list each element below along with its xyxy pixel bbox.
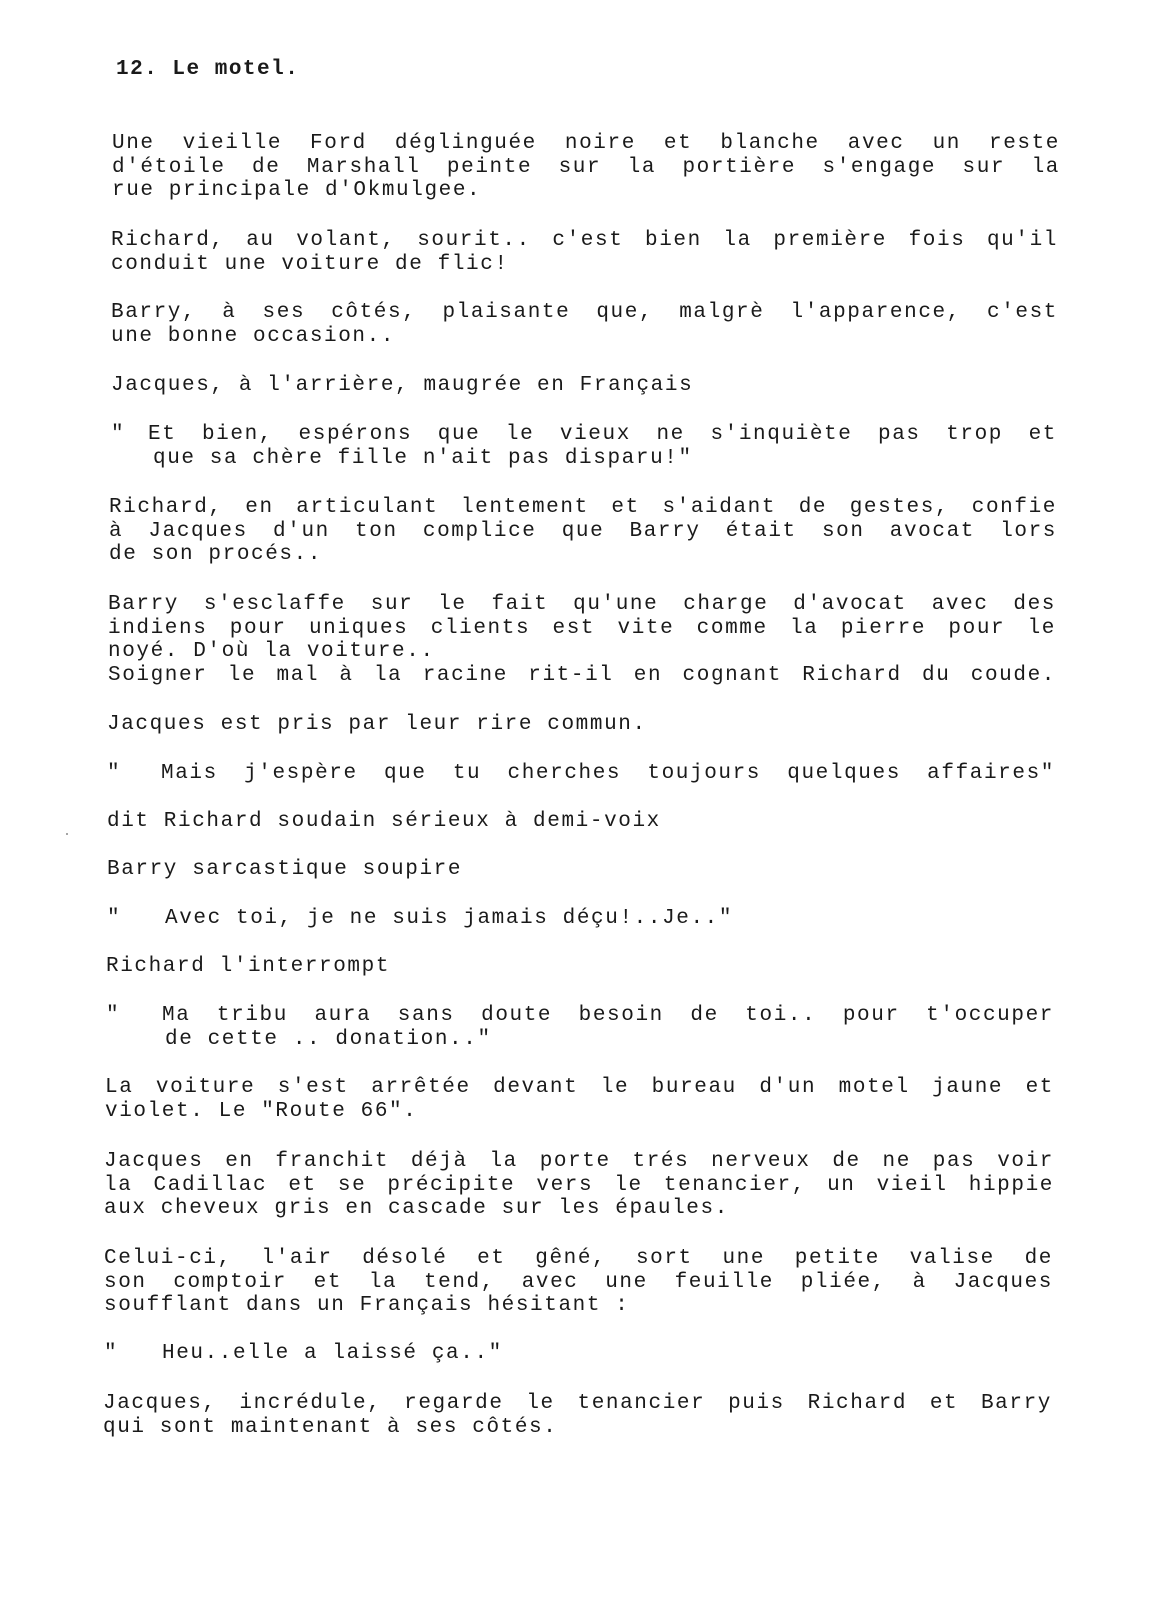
paragraph-10: Richard l'interrompt	[106, 955, 391, 978]
paragraph-4: Jacques, à l'arrière, maugrée en Français	[111, 374, 694, 397]
quote-mark: "	[107, 762, 122, 785]
scan-speck	[66, 833, 68, 835]
text-line: Barry, à ses côtés, plaisante que, malgrè l'apparence, c'est	[111, 301, 1058, 324]
text-line: conduit une voiture de flic!	[111, 252, 509, 276]
paragraph-6	[108, 593, 1056, 687]
text-line: qui sont maintenant à ses côtés.	[103, 1415, 558, 1439]
text-line: Jacques en franchit déjà la porte trés nerveux de ne pas voir	[104, 1150, 1054, 1173]
dialogue-quote-4	[106, 1004, 1054, 1052]
text-line: rue principale d'Okmulgee.	[112, 179, 482, 202]
paragraph-14	[103, 1392, 1052, 1439]
quote-mark: "	[107, 907, 122, 930]
text-line: de son procés..	[109, 543, 323, 566]
paragraph-2	[111, 229, 1058, 276]
quote-mark: "	[104, 1342, 119, 1365]
paragraph-9: Barry sarcastique soupire	[107, 858, 463, 881]
text-line: noyé. D'où la voiture..	[108, 640, 435, 663]
paragraph-13	[104, 1247, 1053, 1318]
paragraph-3	[111, 301, 1058, 348]
dialogue-quote-1	[111, 423, 1057, 471]
text-line: aux cheveux gris en cascade sur les épaules.	[104, 1197, 729, 1220]
chapter-title: 12. Le motel.	[116, 58, 300, 81]
text-line: Ma tribu aura sans doute besoin de toi.. pour t'occuper	[162, 1004, 1054, 1027]
text-line: Richard, en articulant lentement et s'aidant de gestes, confie	[109, 496, 1057, 519]
paragraph-8: dit Richard soudain sérieux à demi-voix	[107, 810, 661, 833]
text-line: Et bien, espérons que le vieux ne s'inquiète pas trop et	[148, 423, 1057, 446]
dialogue-quote-2	[107, 762, 1055, 786]
text-line: à Jacques d'un ton complice que Barry était son avocat lors	[109, 519, 1057, 543]
dialogue-quote-3	[107, 907, 807, 931]
paragraph-11	[105, 1076, 1054, 1123]
dialogue-quote-5	[104, 1342, 704, 1366]
text-line: la Cadillac et se précipite vers le tenancier, un vieil hippie	[104, 1173, 1054, 1197]
paragraph-12	[104, 1150, 1054, 1221]
text-line: Une vieille Ford déglinguée noire et blanche avec un reste	[112, 132, 1060, 155]
text-line: de cette .. donation.."	[165, 1027, 492, 1051]
text-line: Mais j'espère que tu cherches toujours quelques affaires"	[161, 762, 1055, 785]
text-line: son comptoir et la tend, avec une feuille pliée, à Jacques	[104, 1270, 1053, 1294]
text-line: indiens pour uniques clients est vite comme la pierre pour le	[108, 616, 1056, 640]
text-line: Jacques, incrédule, regarde le tenancier puis Richard et Barry	[103, 1392, 1052, 1415]
text-line: Avec toi, je ne suis jamais déçu!..Je.."	[165, 907, 734, 930]
quote-mark: "	[111, 423, 126, 446]
text-line: Soigner le mal à la racine rit-il en cognant Richard du coude.	[108, 663, 1056, 687]
text-line: Heu..elle a laissé ça.."	[162, 1342, 503, 1365]
text-line: La voiture s'est arrêtée devant le bureau d'un motel jaune et	[105, 1076, 1054, 1099]
text-line: que sa chère fille n'ait pas disparu!"	[153, 446, 693, 470]
text-line: Richard, au volant, sourit.. c'est bien la première fois qu'il	[111, 229, 1058, 252]
paragraph-7: Jacques est pris par leur rire commun.	[107, 713, 647, 736]
text-line: une bonne occasion..	[111, 324, 396, 348]
text-line: violet. Le "Route 66".	[105, 1099, 418, 1123]
paragraph-5	[109, 496, 1057, 567]
quote-mark: "	[106, 1004, 121, 1027]
text-line: d'étoile de Marshall peinte sur la portière s'engage sur la	[112, 155, 1060, 179]
text-line: Barry s'esclaffe sur le fait qu'une charge d'avocat avec des	[108, 593, 1056, 616]
paragraph-1	[112, 132, 1060, 203]
text-line: soufflant dans un Français hésitant :	[104, 1294, 630, 1317]
text-line: Celui-ci, l'air désolé et gêné, sort une petite valise de	[104, 1247, 1053, 1270]
